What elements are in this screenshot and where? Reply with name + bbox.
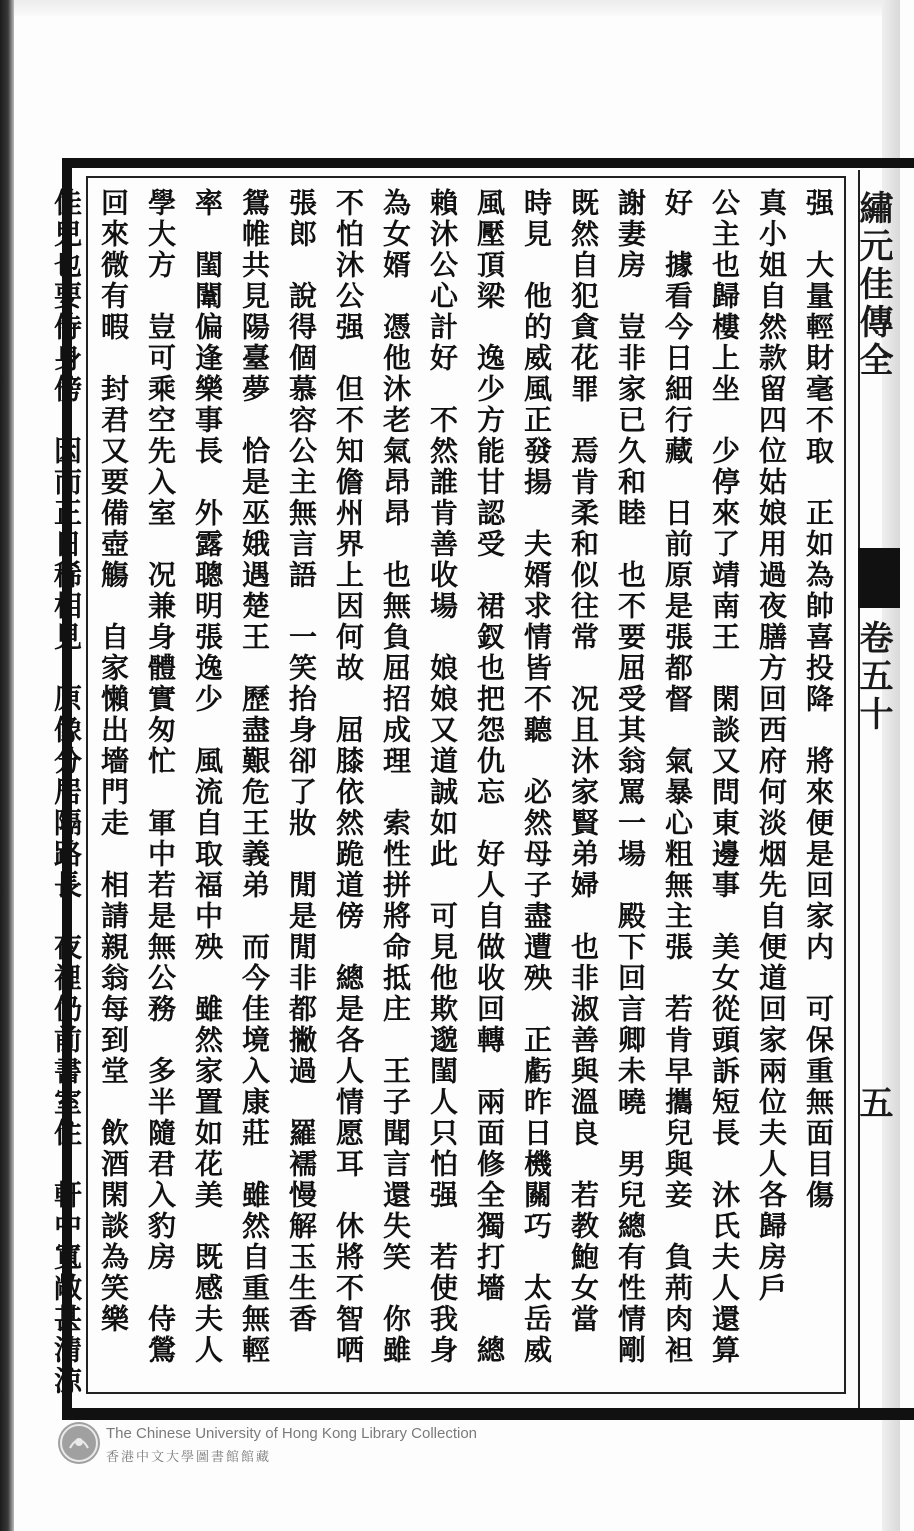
text-column: 時見 他的威風正發揚 夫婿求情皆不聽 必然母子盡遭殃 正虧昨日機關巧 太岳威 [520,188,553,1366]
watermark-english: The Chinese University of Hong Kong Library Collection [106,1425,478,1442]
library-seal-icon [58,1422,100,1464]
library-watermark [58,1422,578,1468]
text-column: 為女婿 憑他沐老氣昂昂 也無負屈招成理 索性拼將命抵庄 王子聞言還失笑 你雖 [379,188,412,1366]
vertical-text-body [50,188,842,1397]
text-column: 既然自犯貪花罪 焉肯柔和似往常 况且沐家賢弟婦 也非淑善與溫良 若教鮑女當 [567,188,600,1335]
page-top-margin [14,0,882,16]
page-binding-edge [0,0,14,1531]
text-column: 張郎 說得個慕容公主無言語 一笑抬身卻了妝 閒是閒非都撇過 羅襦慢解玉生香 [285,188,318,1335]
text-column: 學大方 豈可乘空先入室 况兼身體實匆忙 軍中若是無公務 多半隨君入豹房 侍鶯 [144,188,177,1366]
text-column: 好 據看今日細行藏 日前原是張都督 氣暴心粗無主張 若肯早攜兒與妾 負荊肉袒 [661,188,694,1366]
text-column: 回來微有暇 封君又要備壺觴 自家懶出墻門走 相請親翁每到堂 飲酒閑談為笑樂 [97,188,130,1335]
text-column: 佳兒也要侍身傍 因而正日稀相見 原像分居隔路長 夜裡仍前書室住 軒中寬敞甚清涼 [50,188,83,1397]
text-column: 謝妻房 豈非家已久和睦 也不要屈受其翁罵一場 殿下回言卿未曉 男兒總有性情剛 [614,188,647,1366]
book-title: 繡元佳傳全 [853,190,893,380]
text-column: 真小姐自然款留四位姑娘用過夜膳方回西府何淡烟先自便道回家兩位夫人各歸房戶 [755,188,788,1304]
text-column: 賴沐公心計好 不然誰肯善收場 娘娘又道誠如此 可見他欺邈閨人只怕强 若使我身 [426,188,459,1366]
text-column: 强 大量輕財毫不取 正如為帥喜投降 將來便是回家内 可保重無面目傷 [802,188,835,1211]
text-column: 鴛帷共見陽臺夢 恰是巫娥遇楚王 歷盡艱危王義弟 而今佳境入康莊 雖然自重無輕 [238,188,271,1366]
text-column: 率 閨闈偏逢樂事長 外露聰明張逸少 風流自取福中殃 雖然家置如花美 既感夫人 [191,188,224,1366]
folio-number: 五 [853,1085,893,1119]
text-column: 風壓頂梁 逸少方能甘認受 裙釵也把怨仇忘 好人自做收回轉 兩面修全獨打墻 總 [473,188,506,1366]
text-column: 不怕沐公强 但不知儋州界上因何故 屈膝依然跪道傍 總是各人情愿耳 休將不智哂 [332,188,365,1366]
banner-fishtail-block [858,548,900,608]
volume-label: 卷五十 [853,620,893,734]
watermark-chinese: 香港中文大學圖書館館藏 [106,1450,272,1465]
text-column: 公主也歸樓上坐 少停來了靖南王 閑談又問東邊事 美女從頭訴短長 沐氏夫人還算 [708,188,741,1366]
